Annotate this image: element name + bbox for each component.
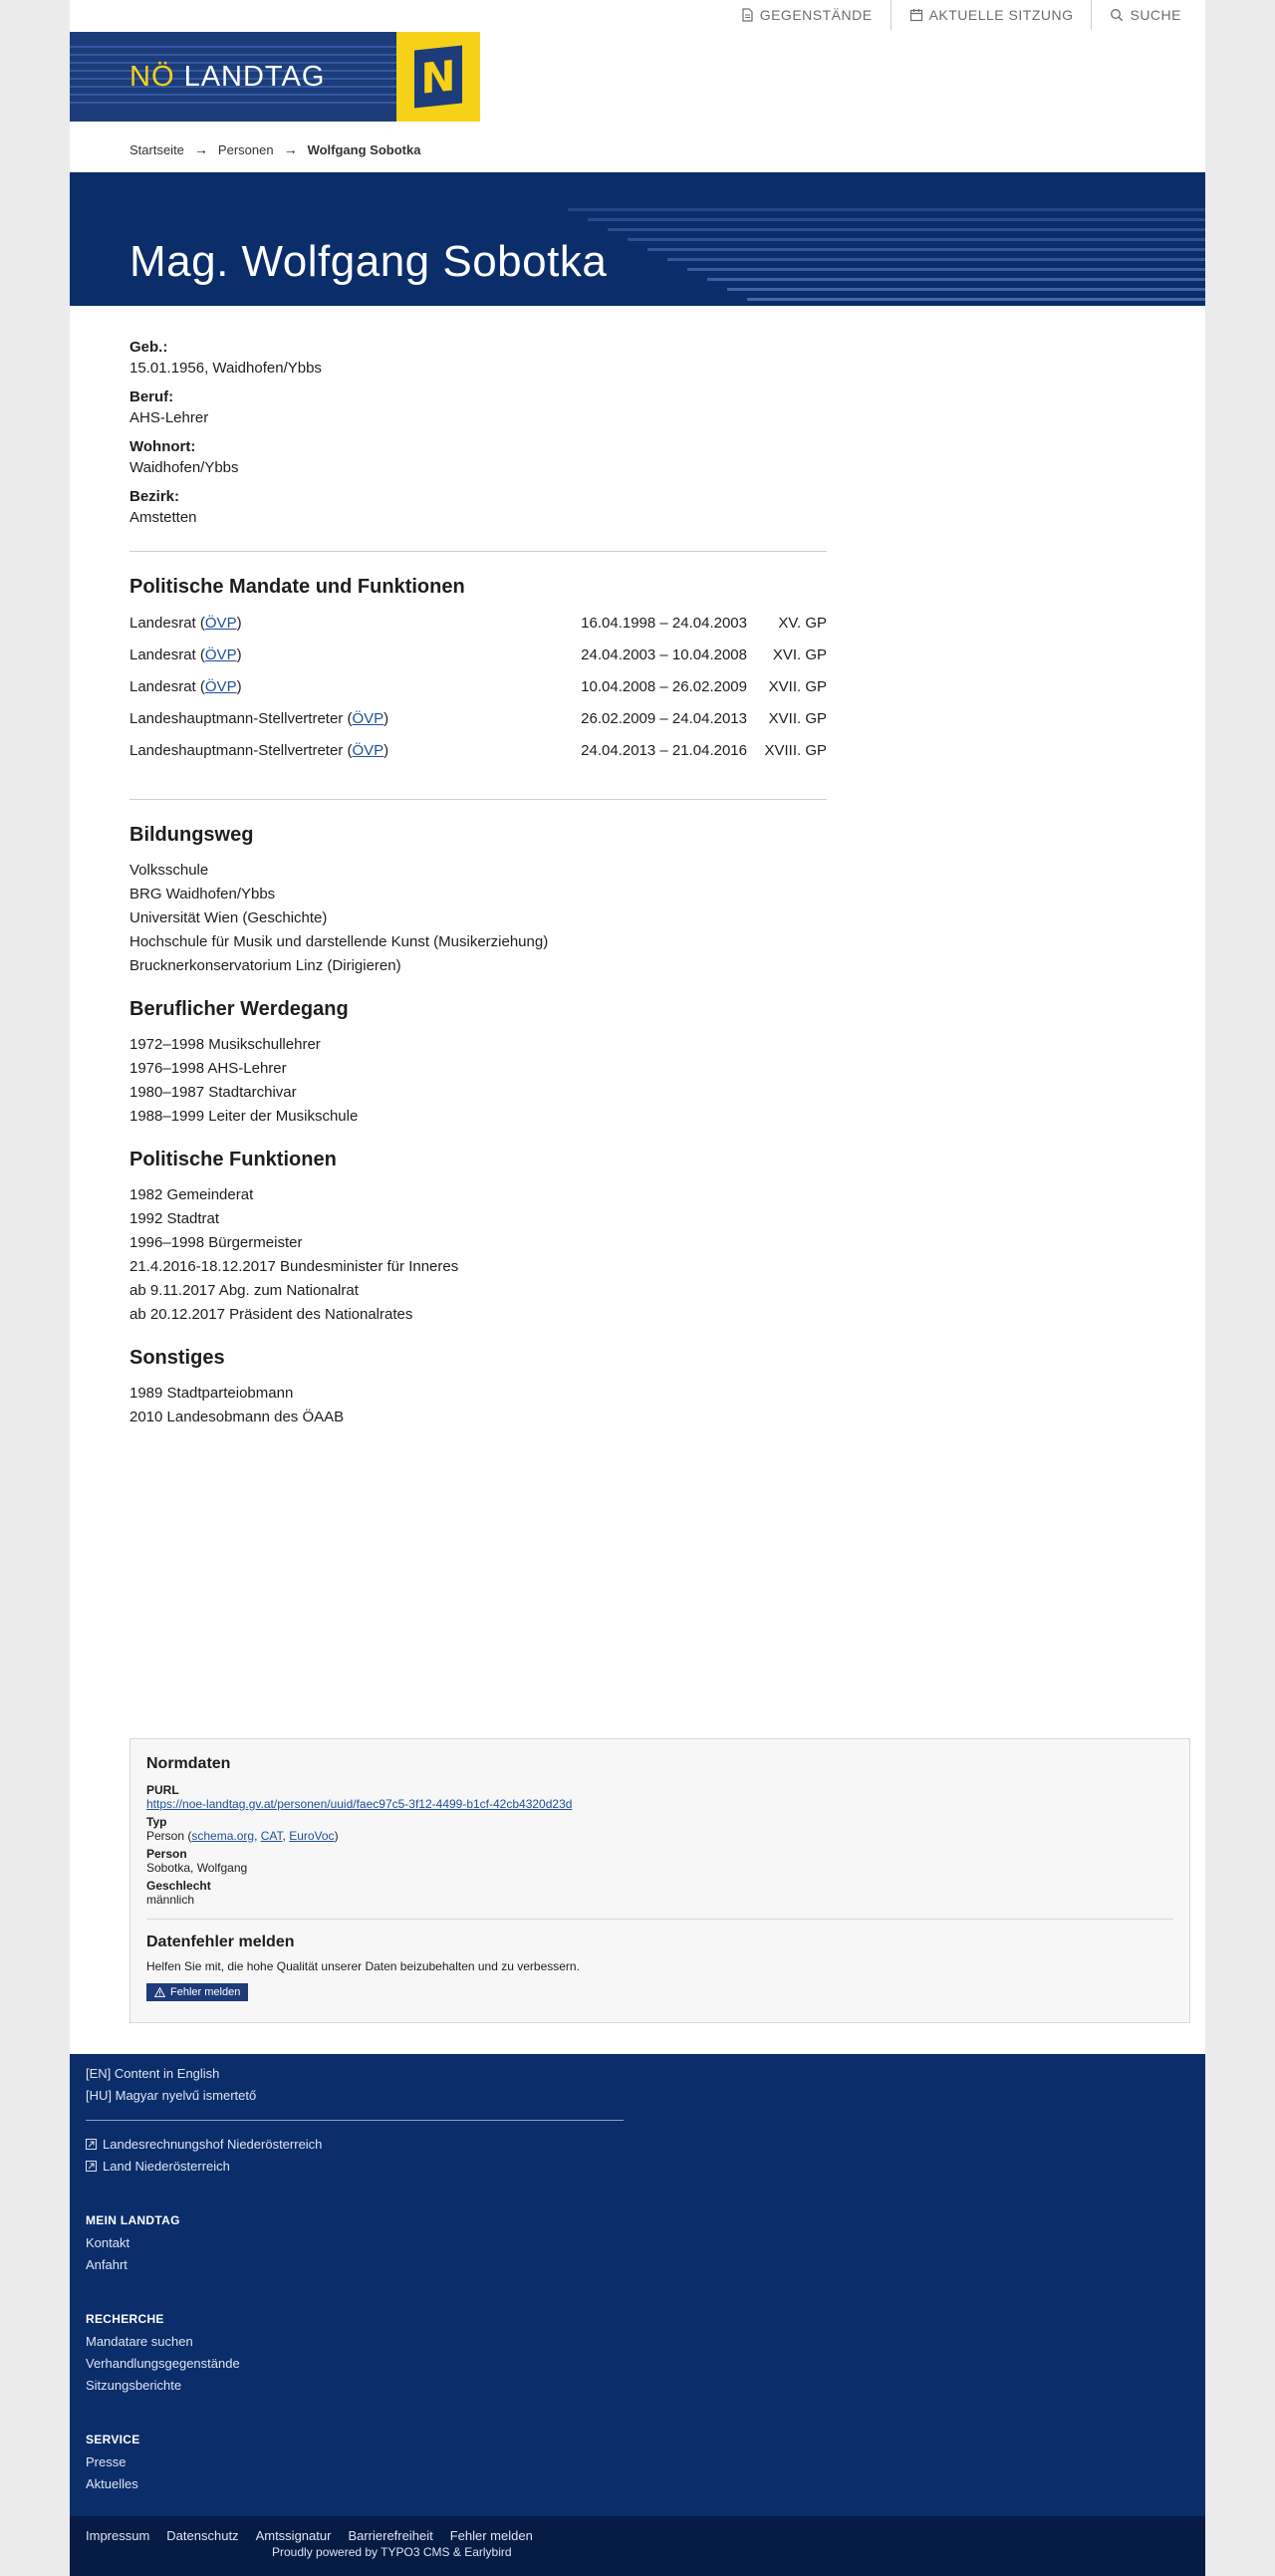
section-politische-funktionen — [129, 1149, 827, 1327]
party-link[interactable]: ÖVP — [352, 742, 384, 759]
section-line: 1989 Stadtparteiobmann — [129, 1385, 294, 1402]
party-link[interactable]: ÖVP — [204, 615, 237, 632]
section-line: 21.4.2016-18.12.2017 Bundesminister für Inneres — [129, 1258, 459, 1275]
divider — [146, 1919, 1173, 1920]
link-amtssignatur[interactable]: Amtssignatur — [255, 2528, 332, 2543]
mandate-title: Landesrat (ÖVP) — [129, 678, 242, 695]
section-line: 1982 Gemeinderat — [129, 1186, 254, 1203]
warning-icon — [154, 1987, 165, 1997]
report-text: Helfen Sie mit, die hohe Qualität unserer Daten beizubehalten und zu verbessern. — [146, 1959, 580, 1973]
nav-suche[interactable] — [1092, 0, 1205, 30]
section-line: Volksschule — [129, 862, 209, 879]
mandate-role: Landesrat — [129, 646, 196, 663]
breadcrumb-current: Wolfgang Sobotka — [307, 141, 421, 157]
breadcrumb — [129, 141, 420, 157]
mandate-title: Landeshauptmann-Stellvertreter (ÖVP) — [129, 710, 389, 727]
residence-value: Waidhofen/Ybbs — [129, 459, 239, 476]
section-sonstiges — [129, 1347, 827, 1429]
breadcrumb-startseite[interactable]: Startseite — [129, 141, 184, 157]
mandate-gp: XVII. GP — [768, 710, 827, 727]
page-title: Mag. Wolfgang Sobotka — [129, 237, 608, 286]
external-link-icon — [86, 2161, 97, 2172]
section-heading: Bildungsweg — [129, 824, 254, 846]
normdaten-heading: Normdaten — [146, 1755, 231, 1772]
top-nav — [722, 0, 1205, 30]
mandate-role: Landeshauptmann-Stellvertreter — [129, 710, 344, 727]
logo-badge-area — [396, 32, 480, 122]
logo-prefix: NÖ — [129, 60, 175, 93]
section-line: 1980–1987 Stadtarchivar — [129, 1084, 297, 1101]
profession-value: AHS-Lehrer — [129, 409, 209, 426]
nav-aktuelle-sitzung[interactable] — [892, 0, 1093, 30]
footer-link-label: Land Niederösterreich — [103, 2159, 230, 2174]
section-line: Hochschule für Musik und darstellende Kunst (Musikerziehung) — [129, 933, 549, 950]
mandate-dates: 24.04.2003 – 10.04.2008 — [581, 646, 747, 663]
footer-link-label: Landesrechnungshof Niederösterreich — [103, 2137, 323, 2152]
footer-link-english[interactable]: [EN] Content in English — [86, 2066, 220, 2081]
divider — [129, 551, 827, 552]
document-icon — [740, 8, 754, 22]
gender-value: männlich — [146, 1893, 195, 1907]
logo-wordmark — [70, 32, 396, 122]
arrow-right-icon: → — [193, 141, 208, 157]
link-barrierefreiheit[interactable]: Barrierefreiheit — [348, 2528, 433, 2543]
residence-label: Wohnort: — [129, 438, 196, 455]
footer-heading-recherche: RECHERCHE — [86, 2312, 164, 2326]
external-link-icon — [86, 2139, 97, 2150]
party-link[interactable]: ÖVP — [204, 678, 237, 695]
purl-value — [146, 1797, 1173, 1811]
footer-link-mandatare[interactable]: Mandatare suchen — [86, 2334, 193, 2349]
typ-label: Typ — [146, 1815, 167, 1829]
purl-link[interactable]: https://noe-landtag.gv.at/personen/uuid/faec97c5-3f12-4499-b1cf-42cb4320d23d — [146, 1797, 573, 1811]
logo-badge: N — [414, 45, 462, 108]
typ-value: Person (schema.org, CAT, EuroVoc) — [146, 1829, 339, 1843]
eurovoc-link[interactable]: EuroVoc — [289, 1829, 335, 1843]
mandate-gp: XVI. GP — [772, 646, 827, 663]
footer-link-hungarian[interactable]: [HU] Magyar nyelvű ismertető — [86, 2088, 257, 2103]
section-line: Universität Wien (Geschichte) — [129, 909, 328, 926]
mandate-row — [129, 742, 827, 774]
mandate-gp: XVIII. GP — [764, 742, 827, 759]
nav-aktuelle-sitzung-label: AKTUELLE SITZUNG — [928, 7, 1074, 23]
footer — [70, 2054, 1205, 2516]
birth-label: Geb.: — [129, 339, 168, 356]
report-heading: Datenfehler melden — [146, 1933, 295, 1950]
section-bildungsweg — [129, 824, 827, 978]
party-link[interactable]: ÖVP — [204, 646, 237, 663]
section-beruflicher-werdegang — [129, 998, 827, 1129]
footer-link-landesrechnungshof[interactable] — [86, 2137, 322, 2152]
section-heading: Beruflicher Werdegang — [129, 998, 349, 1020]
mandate-dates: 16.04.1998 – 24.04.2003 — [581, 615, 747, 632]
footer-link-aktuelles[interactable]: Aktuelles — [86, 2476, 138, 2491]
report-error-label: Fehler melden — [170, 1986, 241, 1998]
party-link[interactable]: ÖVP — [352, 710, 384, 727]
footer-link-presse[interactable]: Presse — [86, 2454, 127, 2469]
logo-name: LANDTAG — [183, 60, 326, 93]
link-fehler-melden[interactable]: Fehler melden — [449, 2528, 533, 2543]
footer-link-sitzungsberichte[interactable]: Sitzungsberichte — [86, 2378, 182, 2393]
normdaten-box — [129, 1738, 1190, 2023]
legal-links — [86, 2528, 533, 2543]
arrow-right-icon: → — [283, 141, 298, 157]
section-heading: Sonstiges — [129, 1347, 225, 1369]
cat-link[interactable]: CAT — [260, 1829, 283, 1843]
person-value: Sobotka, Wolfgang — [146, 1861, 248, 1875]
report-error-button[interactable] — [146, 1983, 248, 2001]
mandate-row — [129, 615, 827, 646]
mandate-dates: 26.02.2009 – 24.04.2013 — [581, 710, 747, 727]
footer-link-land-noe[interactable] — [86, 2159, 230, 2174]
mandate-role: Landeshauptmann-Stellvertreter — [129, 742, 344, 759]
calendar-icon — [909, 8, 923, 22]
section-line: 1976–1998 AHS-Lehrer — [129, 1060, 287, 1077]
section-line: 1992 Stadtrat — [129, 1210, 220, 1227]
footer-heading-service: SERVICE — [86, 2433, 140, 2447]
district-value: Amstetten — [129, 509, 197, 526]
profession-label: Beruf: — [129, 388, 174, 405]
section-line: Brucknerkonservatorium Linz (Dirigieren) — [129, 957, 401, 974]
mandate-row — [129, 710, 827, 742]
breadcrumb-personen[interactable]: Personen — [217, 141, 274, 157]
mandate-dates: 24.04.2013 – 21.04.2016 — [581, 742, 747, 759]
typ-prefix: Person ( — [146, 1829, 192, 1843]
gender-label: Geschlecht — [146, 1879, 211, 1893]
nav-gegenstaende[interactable] — [722, 0, 892, 30]
section-line: 1996–1998 Bürgermeister — [129, 1234, 303, 1251]
bottom-bar — [70, 2516, 1205, 2576]
divider — [129, 799, 827, 800]
mandate-role: Landesrat — [129, 678, 196, 695]
footer-heading-mein-landtag: MEIN LANDTAG — [86, 2213, 180, 2227]
footer-link-anfahrt[interactable]: Anfahrt — [86, 2257, 128, 2272]
mandates-section — [129, 576, 827, 774]
section-line: 1972–1998 Musikschullehrer — [129, 1036, 321, 1053]
site-logo[interactable] — [70, 32, 480, 122]
birth-value: 15.01.1956, Waidhofen/Ybbs — [129, 360, 322, 377]
section-heading: Politische Funktionen — [129, 1149, 337, 1170]
nav-gegenstaende-label: GEGENSTÄNDE — [759, 7, 873, 23]
mandate-row — [129, 646, 827, 678]
page — [70, 0, 1205, 2576]
powered-by: Proudly powered by TYPO3 CMS & Earlybird — [272, 2545, 512, 2559]
mandate-title: Landeshauptmann-Stellvertreter (ÖVP) — [129, 742, 389, 759]
mandate-gp: XVII. GP — [768, 678, 827, 695]
section-line: 1988–1999 Leiter der Musikschule — [129, 1108, 359, 1125]
link-impressum[interactable]: Impressum — [86, 2528, 150, 2543]
schema-org-link[interactable]: schema.org — [191, 1829, 255, 1843]
footer-link-kontakt[interactable]: Kontakt — [86, 2235, 130, 2250]
mandate-dates: 10.04.2008 – 26.02.2009 — [581, 678, 747, 695]
footer-divider — [86, 2120, 624, 2121]
mandate-row — [129, 678, 827, 710]
section-line: 2010 Landesobmann des ÖAAB — [129, 1409, 345, 1425]
typ-suffix: ) — [334, 1829, 339, 1843]
person-label: Person — [146, 1847, 187, 1861]
mandate-role: Landesrat — [129, 615, 196, 632]
logo-text — [129, 61, 325, 94]
section-line: BRG Waidhofen/Ybbs — [129, 886, 276, 902]
mandate-title: Landesrat (ÖVP) — [129, 615, 242, 632]
nav-suche-label: SUCHE — [1130, 7, 1181, 23]
purl-label: PURL — [146, 1783, 179, 1797]
section-line: ab 20.12.2017 Präsident des Nationalrates — [129, 1306, 413, 1323]
link-datenschutz[interactable]: Datenschutz — [166, 2528, 239, 2543]
mandates-heading: Politische Mandate und Funktionen — [129, 576, 465, 598]
section-line: ab 9.11.2017 Abg. zum Nationalrat — [129, 1282, 359, 1299]
hero-banner — [70, 172, 1205, 306]
person-details — [129, 339, 827, 526]
search-icon — [1110, 8, 1124, 22]
mandate-gp: XV. GP — [778, 615, 827, 632]
footer-link-verhandlungsgegenstaende[interactable]: Verhandlungsgegenstände — [86, 2356, 240, 2371]
district-label: Bezirk: — [129, 488, 180, 505]
mandate-title: Landesrat (ÖVP) — [129, 646, 242, 663]
main-content — [129, 337, 827, 1429]
